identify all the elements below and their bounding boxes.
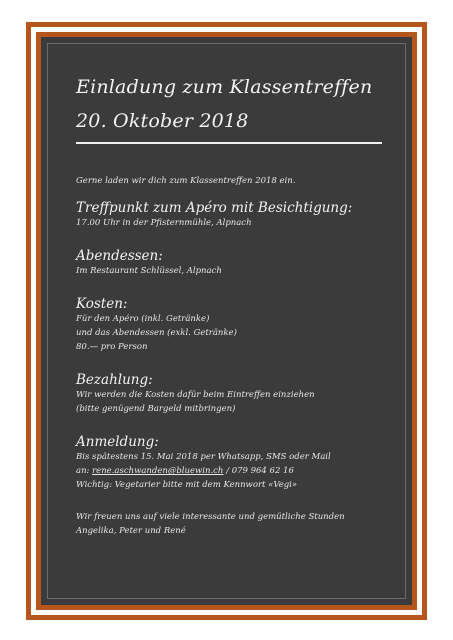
- treffpunkt-heading: Treffpunkt zum Apéro mit Besichtigung:: [76, 200, 353, 216]
- title-line-1: Einladung zum Klassentreffen: [76, 76, 373, 98]
- section-abendessen: [76, 248, 386, 278]
- section-anmeldung: [76, 434, 386, 492]
- bezahlung-line-2: (bitte genügend Bargeld mitbringen): [76, 404, 236, 414]
- abendessen-line: Im Restaurant Schlüssel, Alpnach: [76, 266, 222, 276]
- kosten-line-2: und das Abendessen (exkl. Getränke): [76, 328, 237, 338]
- anmeldung-phone: / 079 964 62 16: [223, 466, 294, 476]
- treffpunkt-line: 17.00 Uhr in der Pfisternmühle, Alpnach: [76, 218, 252, 228]
- bezahlung-heading: Bezahlung:: [76, 372, 153, 388]
- title-line-2: 20. Oktober 2018: [76, 110, 249, 132]
- closing-line-1: Wir freuen uns auf viele interessante und gemütliche Stunden: [76, 512, 345, 522]
- kosten-heading: Kosten:: [76, 296, 128, 312]
- title-divider: [76, 142, 382, 144]
- anmeldung-line-2: [76, 464, 386, 478]
- closing-line-2: Angelika, Peter und René: [76, 526, 186, 536]
- anmeldung-line-3: Wichtig: Vegetarier bitte mit dem Kennwort «Vegi»: [76, 480, 298, 490]
- email-link[interactable]: rene.aschwanden@bluewin.ch: [92, 466, 224, 476]
- section-treffpunkt: [76, 200, 386, 230]
- kosten-line-1: Für den Apéro (inkl. Getränke): [76, 314, 210, 324]
- closing-block: [76, 510, 386, 538]
- bezahlung-line-1: Wir werden die Kosten dafür beim Eintreffen einziehen: [76, 390, 315, 400]
- abendessen-heading: Abendessen:: [76, 248, 163, 264]
- anmeldung-prefix: an:: [76, 466, 93, 476]
- intro-text: Gerne laden wir dich zum Klassentreffen 2018 ein.: [76, 176, 296, 186]
- anmeldung-heading: Anmeldung:: [76, 434, 159, 450]
- anmeldung-line-1: Bis spätestens 15. Mai 2018 per Whatsapp, SMS oder Mail: [76, 452, 331, 462]
- section-kosten: [76, 296, 386, 354]
- section-bezahlung: [76, 372, 386, 416]
- invitation-content: [76, 70, 386, 538]
- kosten-line-3: 80.— pro Person: [76, 342, 148, 352]
